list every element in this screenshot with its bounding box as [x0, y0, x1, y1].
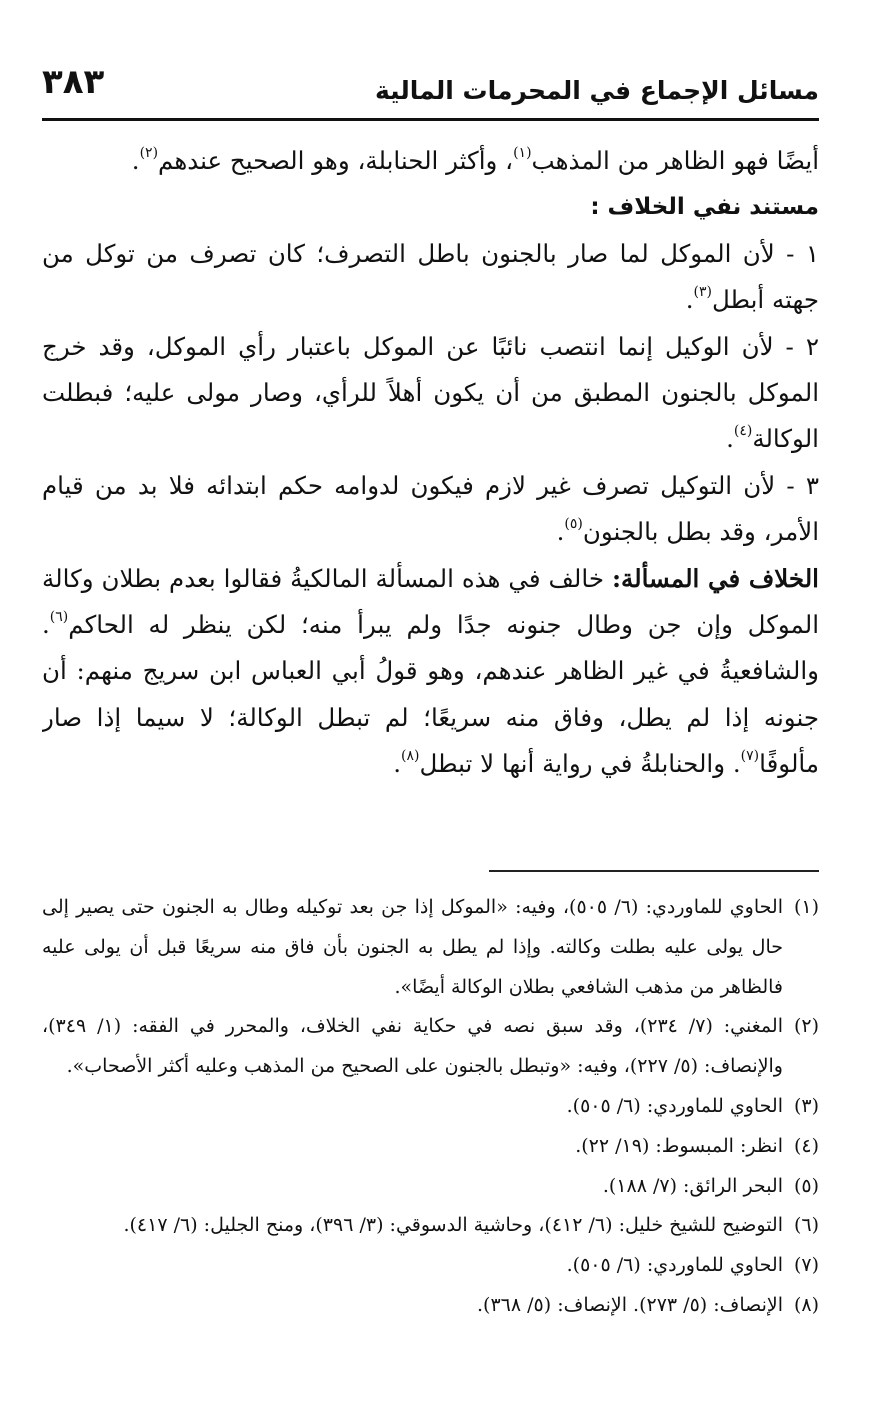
footnote-item: (٤) انظر: المبسوط: (١٩/ ٢٢).: [575, 1134, 819, 1157]
footnote-ref[interactable]: (٨): [401, 748, 420, 765]
footnote-ref[interactable]: (٧): [740, 748, 760, 765]
paragraph-point-2: ٢ - لأن الوكيل إنما انتصب نائبًا عن الموكل باعتبار رأي الموكل، وقد خرج الموكل بالجنون المطبق من أن يكون أهلاً للرأي، وصار مولى عليه؛ فبطلت الوكالة$^{(٤)}$.: [42, 331, 819, 454]
main-text: [42, 138, 819, 838]
footnote-item: (١) الحاوي للماوردي: (٦/ ٥٠٥)، وفيه: «الموكل إذا جن بعد توكيله وطال به الجنون حتى يصير إلى حال يولى عليه بطلت وكالته. وإذا لم يطل به الجنون بأن فاق منه سريعًا قبل أن يولى عليه فالظاهر من مذهب الشافعي بطلان الوكالة أيضًا».: [42, 896, 819, 998]
footnotes: [42, 888, 819, 1358]
footnote-ref[interactable]: (٦): [49, 609, 69, 626]
footnote-ref[interactable]: (٤): [733, 423, 753, 440]
disagreement-label: الخلاف في المسألة:: [611, 563, 819, 593]
footnote-separator: [489, 870, 819, 872]
footnote-ref[interactable]: (٢): [139, 145, 159, 161]
footnote-item: (٥) البحر الرائق: (٧/ ١٨٨).: [602, 1174, 819, 1197]
footnote-item: (٧) الحاوي للماوردي: (٦/ ٥٠٥).: [566, 1254, 819, 1277]
footnote-ref[interactable]: (١): [513, 145, 532, 161]
footnote-ref[interactable]: (٣): [693, 284, 712, 301]
page-number: ٣٨٣: [42, 62, 105, 102]
paragraph-point-3: ٣ - لأن التوكيل تصرف غير لازم فيكون لدوامه حكم ابتدائه فلا بد من قيام الأمر، وقد بطل بالجنون$^{(٥)}$.: [42, 470, 819, 547]
paragraph-intro: أيضًا فهو الظاهر من المذهب$^{(١)}$، وأكثر الحنابلة، وهو الصحيح عندهم$^{(٢)}$.: [131, 145, 819, 175]
footnote-item: (٦) التوضيح للشيخ خليل: (٦/ ٤١٢)، وحاشية الدسوقي: (٣/ ٣٩٦)، ومنح الجليل: (٦/ ٤١٧).: [123, 1214, 819, 1237]
running-title: مسائل الإجماع في المحرمات المالية: [374, 76, 819, 105]
header-rule: [42, 118, 819, 121]
footnote-item: (٣) الحاوي للماوردي: (٦/ ٥٠٥).: [566, 1094, 819, 1117]
paragraph-disagreement: الخلاف في المسألة: خالف في هذه المسألة المالكيةُ فقالوا بعدم بطلان وكالة الموكل وإن جن وطال جنونه جدًا ولم يبرأ منه؛ لكن ينظر له الحاكم$^{(٦)}$. والشافعيةُ في غير الظاهر عندهم، وهو قولُ أبي العباس ابن سريج منهم: أن جنونه إذا لم يطل، وفاق منه سريعًا؛ لم تبطل الوكالة؛ لا سيما إذا صار مألوفًا$^{(٧)}$. والحنابلةُ في رواية أنها لا تبطل$^{(٨)}$.: [42, 563, 819, 779]
footnote-item: (٨) الإنصاف: (٥/ ٢٧٣). الإنصاف: (٥/ ٣٦٨).: [477, 1293, 819, 1316]
page-header: [42, 62, 819, 120]
section-heading: مستند نفي الخلاف :: [590, 194, 819, 221]
footnote-item: (٢) المغني: (٧/ ٢٣٤)، وقد سبق نصه في حكاية نفي الخلاف، والمحرر في الفقه: (١/ ٣٤٩)، والإنصاف: (٥/ ٢٢٧)، وفيه: «وتبطل بالجنون على الصحيح من المذهب وعليه أكثر الأصحاب».: [42, 1015, 819, 1078]
paragraph-point-1: ١ - لأن الموكل لما صار بالجنون باطل التصرف؛ كان تصرف من توكل من جهته أبطل$^{(٣)}$.: [42, 238, 819, 315]
footnote-ref[interactable]: (٥): [564, 516, 583, 533]
